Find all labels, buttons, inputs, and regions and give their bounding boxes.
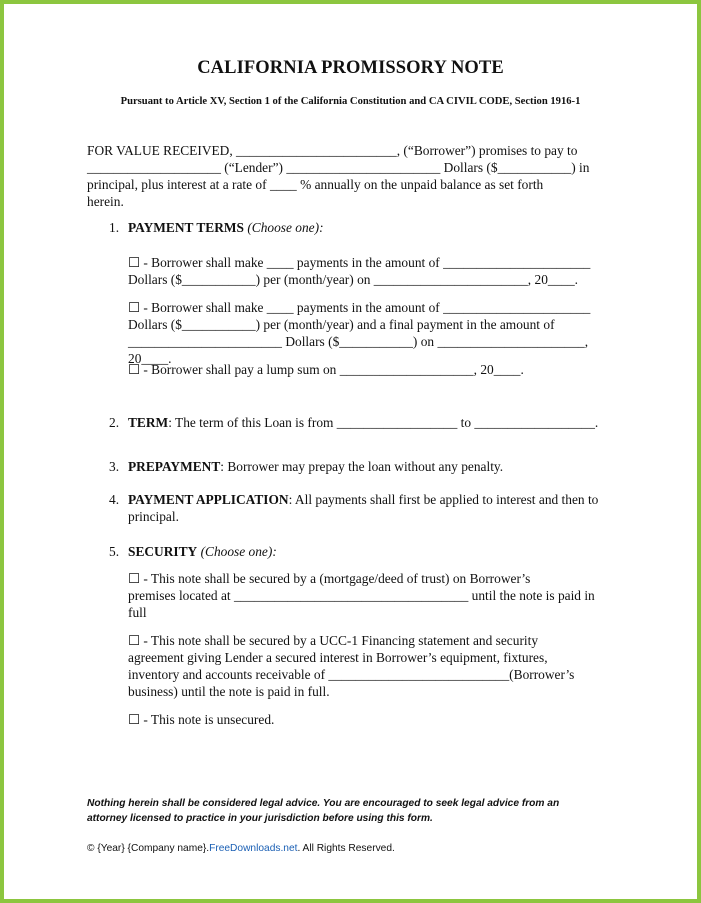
intro-line: principal, plus interest at a rate of ____ % annually on the unpaid balance as set forth: [87, 177, 544, 192]
choose-one-note: (Choose one):: [200, 544, 277, 559]
section-heading: TERM: [128, 415, 169, 430]
option-line: ☐ - Borrower shall make ____ payments in the amount of ______________________: [128, 300, 591, 315]
intro-line: ____________________ (“Lender”) _______________________ Dollars ($___________) in: [87, 160, 590, 175]
section-heading: PREPAYMENT: [128, 459, 221, 474]
option-line: ☐ - This note shall be secured by a UCC-1 Financing statement and security: [128, 633, 539, 648]
option-line: ☐ - This note shall be secured by a (mortgage/deed of trust) on Borrower’s: [128, 571, 531, 586]
section-number: 3.: [109, 459, 120, 474]
option-line: inventory and accounts receivable of ___________________________(Borrower’s: [128, 667, 575, 682]
option-line: Dollars ($___________) per (month/year) on _______________________, 20____.: [128, 272, 579, 287]
freedownloads-link[interactable]: FreeDownloads.net: [209, 843, 298, 854]
intro-line: herein.: [87, 194, 124, 209]
section-number: 4.: [109, 492, 120, 507]
section-text: [128, 458, 618, 475]
section-body: : All payments shall first be applied to interest and then to: [288, 492, 599, 507]
option-line: Dollars ($___________) per (month/year) and a final payment in the amount of: [128, 317, 555, 332]
section-body: : The term of this Loan is from __________________ to __________________.: [168, 415, 599, 430]
section-number: 5.: [109, 544, 120, 559]
section-heading-line: [128, 543, 618, 560]
option-line: ☐ - Borrower shall make ____ payments in the amount of ______________________: [128, 255, 591, 270]
copyright-line: [87, 840, 617, 857]
section-heading: SECURITY: [128, 544, 198, 559]
disclaimer-line: Nothing herein shall be considered legal advice. You are encouraged to seek legal advice from an: [87, 798, 560, 809]
section-body: : Borrower may prepay the loan without any penalty.: [220, 459, 504, 474]
copyright-prefix: © {Year} {Company name}.: [87, 843, 210, 854]
section-number: 1.: [109, 220, 120, 235]
section-text: [128, 414, 618, 431]
option-line: _______________________ Dollars ($___________) on ______________________, 20____.: [128, 334, 589, 366]
option-line: ☐ - This note is unsecured.: [128, 712, 275, 727]
choose-one-note: (Choose one):: [247, 220, 324, 235]
document-subtitle: Pursuant to Article XV, Section 1 of the California Constitution and CA CIVIL CODE, Section 1916-1: [120, 96, 581, 107]
option-line: ☐ - Borrower shall pay a lump sum on ____________________, 20____.: [128, 362, 524, 377]
section-heading: PAYMENT APPLICATION: [128, 492, 289, 507]
copyright-suffix: . All Rights Reserved.: [297, 843, 395, 854]
section-body: principal.: [128, 509, 179, 524]
option-line: premises located at ___________________________________ until the note is paid in: [128, 588, 595, 603]
disclaimer-line: attorney licensed to practice in your jurisdiction before using this form.: [87, 813, 433, 824]
legal-disclaimer: [87, 796, 617, 826]
intro-line: FOR VALUE RECEIVED, ________________________, (“Borrower”) promises to pay to: [87, 143, 578, 158]
option-line: agreement giving Lender a secured interest in Borrower’s equipment, fixtures,: [128, 650, 548, 665]
option-line: business) until the note is paid in full.: [128, 684, 330, 699]
section-heading-line: [128, 219, 618, 236]
section-number: 2.: [109, 415, 120, 430]
section-text: [128, 491, 618, 525]
intro-paragraph: [87, 142, 617, 210]
document-title: CALIFORNIA PROMISSORY NOTE: [197, 58, 504, 78]
option-line: full: [128, 605, 147, 620]
section-heading: PAYMENT TERMS: [128, 220, 244, 235]
